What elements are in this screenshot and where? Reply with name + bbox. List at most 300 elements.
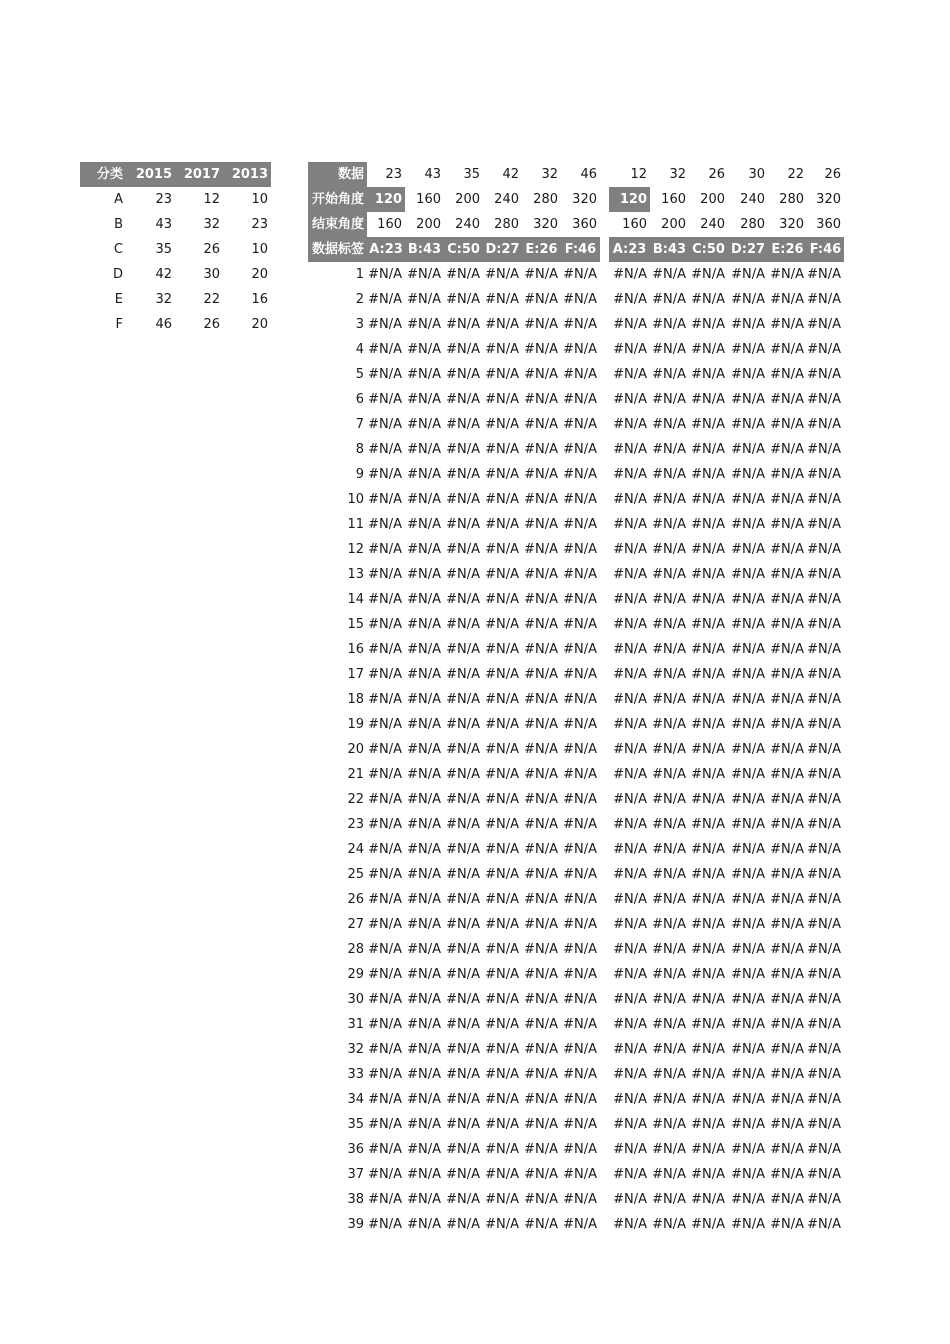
block2-na-cell[interactable]: #N/A [731,567,765,582]
block2-na-cell[interactable]: #N/A [731,442,765,457]
block2-start-angle-cell[interactable]: 200 [700,192,725,207]
block2-na-cell[interactable]: #N/A [807,617,841,632]
block2-na-cell[interactable]: #N/A [731,892,765,907]
block1-na-cell[interactable]: #N/A [485,317,519,332]
block2-na-cell[interactable]: #N/A [691,1067,725,1082]
block1-na-cell[interactable]: #N/A [446,467,480,482]
block2-na-cell[interactable]: #N/A [652,467,686,482]
block1-na-cell[interactable]: #N/A [446,1042,480,1057]
block1-na-cell[interactable]: #N/A [485,367,519,382]
block1-na-cell[interactable]: #N/A [524,317,558,332]
block1-na-cell[interactable]: #N/A [368,442,402,457]
block1-na-cell[interactable]: #N/A [368,542,402,557]
block1-na-cell[interactable]: #N/A [524,1142,558,1157]
block2-na-cell[interactable]: #N/A [613,392,647,407]
block2-na-cell[interactable]: #N/A [731,692,765,707]
block2-na-cell[interactable]: #N/A [691,517,725,532]
block2-na-cell[interactable]: #N/A [691,292,725,307]
block1-na-cell[interactable]: #N/A [563,817,597,832]
block2-na-cell[interactable]: #N/A [807,592,841,607]
block2-na-cell[interactable]: #N/A [770,992,804,1007]
block2-na-cell[interactable]: #N/A [691,692,725,707]
block2-na-cell[interactable]: #N/A [770,1042,804,1057]
block1-na-cell[interactable]: #N/A [407,842,441,857]
block1-na-cell[interactable]: #N/A [485,717,519,732]
block2-na-cell[interactable]: #N/A [731,1092,765,1107]
block1-na-cell[interactable]: #N/A [446,1067,480,1082]
block2-na-cell[interactable]: #N/A [613,342,647,357]
block2-na-cell[interactable]: #N/A [807,542,841,557]
block2-na-cell[interactable]: #N/A [652,942,686,957]
block2-start-angle-cell[interactable]: 280 [779,192,804,207]
left-table-cell[interactable]: 35 [155,242,172,257]
block1-na-cell[interactable]: #N/A [485,1067,519,1082]
block1-na-cell[interactable]: #N/A [368,667,402,682]
block1-na-cell[interactable]: #N/A [446,817,480,832]
left-table-cell[interactable]: A [114,192,123,207]
block1-na-cell[interactable]: #N/A [485,692,519,707]
block1-na-cell[interactable]: #N/A [485,1192,519,1207]
block1-na-cell[interactable]: #N/A [368,1067,402,1082]
block1-data-label-cell[interactable]: C:50 [444,237,483,262]
block1-na-cell[interactable]: #N/A [485,292,519,307]
block1-na-cell[interactable]: #N/A [368,467,402,482]
block2-na-cell[interactable]: #N/A [652,392,686,407]
block1-data-label-cell[interactable]: E:26 [522,237,561,262]
block2-na-cell[interactable]: #N/A [691,1142,725,1157]
block1-na-cell[interactable]: #N/A [407,1167,441,1182]
block1-na-cell[interactable]: #N/A [407,767,441,782]
block1-end-angle-cell[interactable]: 160 [377,217,402,232]
block2-na-cell[interactable]: #N/A [613,1017,647,1032]
block1-na-cell[interactable]: #N/A [524,717,558,732]
block1-na-cell[interactable]: #N/A [446,492,480,507]
block2-data-label-cell[interactable]: C:50 [689,237,728,262]
row-label-end-angle[interactable]: 结束角度 [308,212,367,237]
block2-na-cell[interactable]: #N/A [807,642,841,657]
block1-na-cell[interactable]: #N/A [524,967,558,982]
block2-na-cell[interactable]: #N/A [691,617,725,632]
block1-na-cell[interactable]: #N/A [446,742,480,757]
left-table-cell[interactable]: D [112,267,123,282]
block1-na-cell[interactable]: #N/A [524,492,558,507]
left-table-cell[interactable]: 26 [203,242,220,257]
block2-data-label-cell[interactable]: A:23 [609,237,650,262]
block2-na-cell[interactable]: #N/A [691,1167,725,1182]
block1-na-cell[interactable]: #N/A [446,292,480,307]
block2-data-cell[interactable]: 12 [630,167,647,182]
block1-na-cell[interactable]: #N/A [446,317,480,332]
block1-na-cell[interactable]: #N/A [563,1192,597,1207]
row-number-cell[interactable]: 30 [347,992,364,1007]
left-table-cell[interactable]: 22 [203,292,220,307]
row-number-cell[interactable]: 16 [347,642,364,657]
block1-na-cell[interactable]: #N/A [563,317,597,332]
block2-end-angle-cell[interactable]: 280 [740,217,765,232]
block2-na-cell[interactable]: #N/A [770,1142,804,1157]
block2-na-cell[interactable]: #N/A [770,467,804,482]
block1-na-cell[interactable]: #N/A [446,692,480,707]
block2-na-cell[interactable]: #N/A [731,592,765,607]
left-table-cell[interactable]: 26 [203,317,220,332]
block1-na-cell[interactable]: #N/A [524,992,558,1007]
block2-na-cell[interactable]: #N/A [807,492,841,507]
block2-na-cell[interactable]: #N/A [613,267,647,282]
block1-na-cell[interactable]: #N/A [485,1117,519,1132]
block1-na-cell[interactable]: #N/A [368,742,402,757]
block2-na-cell[interactable]: #N/A [807,442,841,457]
block1-na-cell[interactable]: #N/A [368,1092,402,1107]
block2-na-cell[interactable]: #N/A [613,567,647,582]
block2-na-cell[interactable]: #N/A [691,1192,725,1207]
block2-na-cell[interactable]: #N/A [652,617,686,632]
block2-data-cell[interactable]: 30 [748,167,765,182]
row-number-cell[interactable]: 15 [347,617,364,632]
block2-na-cell[interactable]: #N/A [731,942,765,957]
block2-na-cell[interactable]: #N/A [613,542,647,557]
block1-na-cell[interactable]: #N/A [407,542,441,557]
block2-na-cell[interactable]: #N/A [731,492,765,507]
block1-na-cell[interactable]: #N/A [524,1167,558,1182]
block2-end-angle-cell[interactable]: 360 [816,217,841,232]
block1-na-cell[interactable]: #N/A [407,817,441,832]
block2-na-cell[interactable]: #N/A [807,342,841,357]
block2-na-cell[interactable]: #N/A [770,1192,804,1207]
block1-na-cell[interactable]: #N/A [407,617,441,632]
block1-na-cell[interactable]: #N/A [485,542,519,557]
block2-na-cell[interactable]: #N/A [731,817,765,832]
block1-na-cell[interactable]: #N/A [407,667,441,682]
block2-na-cell[interactable]: #N/A [807,1192,841,1207]
left-table-cell[interactable]: 20 [251,317,268,332]
left-table-cell[interactable]: 23 [155,192,172,207]
block2-na-cell[interactable]: #N/A [770,1167,804,1182]
block2-end-angle-cell[interactable]: 240 [700,217,725,232]
block1-na-cell[interactable]: #N/A [446,1142,480,1157]
block2-na-cell[interactable]: #N/A [807,1142,841,1157]
block1-na-cell[interactable]: #N/A [485,1042,519,1057]
block1-na-cell[interactable]: #N/A [446,842,480,857]
block1-na-cell[interactable]: #N/A [407,692,441,707]
block1-na-cell[interactable]: #N/A [485,1017,519,1032]
block2-na-cell[interactable]: #N/A [770,567,804,582]
block2-na-cell[interactable]: #N/A [807,1092,841,1107]
block1-na-cell[interactable]: #N/A [563,517,597,532]
block2-na-cell[interactable]: #N/A [731,767,765,782]
block2-na-cell[interactable]: #N/A [770,942,804,957]
block2-data-cell[interactable]: 22 [787,167,804,182]
block1-na-cell[interactable]: #N/A [524,817,558,832]
row-number-cell[interactable]: 37 [347,1167,364,1182]
block1-na-cell[interactable]: #N/A [563,767,597,782]
block2-na-cell[interactable]: #N/A [731,967,765,982]
block2-na-cell[interactable]: #N/A [652,1092,686,1107]
block2-na-cell[interactable]: #N/A [731,867,765,882]
block1-na-cell[interactable]: #N/A [524,392,558,407]
block2-na-cell[interactable]: #N/A [691,442,725,457]
block2-na-cell[interactable]: #N/A [770,1092,804,1107]
block2-na-cell[interactable]: #N/A [691,792,725,807]
block1-na-cell[interactable]: #N/A [368,967,402,982]
block2-na-cell[interactable]: #N/A [613,1142,647,1157]
block2-na-cell[interactable]: #N/A [770,692,804,707]
block1-na-cell[interactable]: #N/A [446,567,480,582]
block2-na-cell[interactable]: #N/A [731,742,765,757]
block1-data-cell[interactable]: 42 [502,167,519,182]
block2-na-cell[interactable]: #N/A [807,742,841,757]
block2-na-cell[interactable]: #N/A [691,367,725,382]
block1-na-cell[interactable]: #N/A [446,867,480,882]
block2-na-cell[interactable]: #N/A [652,792,686,807]
block2-data-cell[interactable]: 26 [708,167,725,182]
block2-na-cell[interactable]: #N/A [613,467,647,482]
block2-na-cell[interactable]: #N/A [652,667,686,682]
block1-na-cell[interactable]: #N/A [446,542,480,557]
left-table-cell[interactable]: 42 [155,267,172,282]
block1-na-cell[interactable]: #N/A [563,1067,597,1082]
block2-na-cell[interactable]: #N/A [770,492,804,507]
block1-start-angle-cell[interactable]: 120 [367,187,405,212]
block1-na-cell[interactable]: #N/A [446,367,480,382]
block2-na-cell[interactable]: #N/A [652,742,686,757]
block1-na-cell[interactable]: #N/A [524,267,558,282]
block1-na-cell[interactable]: #N/A [407,392,441,407]
block2-na-cell[interactable]: #N/A [652,1042,686,1057]
block1-na-cell[interactable]: #N/A [485,1167,519,1182]
block1-na-cell[interactable]: #N/A [407,717,441,732]
block2-na-cell[interactable]: #N/A [807,942,841,957]
block2-na-cell[interactable]: #N/A [770,642,804,657]
block2-na-cell[interactable]: #N/A [691,267,725,282]
block2-na-cell[interactable]: #N/A [691,392,725,407]
block2-na-cell[interactable]: #N/A [807,817,841,832]
row-number-cell[interactable]: 7 [355,417,364,432]
block2-na-cell[interactable]: #N/A [691,842,725,857]
block2-na-cell[interactable]: #N/A [770,742,804,757]
block2-na-cell[interactable]: #N/A [731,1067,765,1082]
block2-na-cell[interactable]: #N/A [731,317,765,332]
block2-na-cell[interactable]: #N/A [770,542,804,557]
block1-na-cell[interactable]: #N/A [524,542,558,557]
block2-data-label-cell[interactable]: F:46 [807,237,844,262]
block2-na-cell[interactable]: #N/A [731,1217,765,1232]
row-number-cell[interactable]: 11 [347,517,364,532]
block1-na-cell[interactable]: #N/A [563,792,597,807]
block2-na-cell[interactable]: #N/A [613,692,647,707]
left-table-cell[interactable]: 30 [203,267,220,282]
block1-na-cell[interactable]: #N/A [368,892,402,907]
block2-na-cell[interactable]: #N/A [613,1192,647,1207]
row-label-data[interactable]: 数据 [308,162,367,187]
block2-na-cell[interactable]: #N/A [731,667,765,682]
block2-na-cell[interactable]: #N/A [613,317,647,332]
block2-na-cell[interactable]: #N/A [691,342,725,357]
block2-na-cell[interactable]: #N/A [807,1042,841,1057]
block1-na-cell[interactable]: #N/A [524,1017,558,1032]
block1-na-cell[interactable]: #N/A [446,667,480,682]
block1-na-cell[interactable]: #N/A [407,592,441,607]
block1-end-angle-cell[interactable]: 200 [416,217,441,232]
block1-na-cell[interactable]: #N/A [563,292,597,307]
block2-na-cell[interactable]: #N/A [770,717,804,732]
block1-na-cell[interactable]: #N/A [524,1117,558,1132]
block2-na-cell[interactable]: #N/A [652,267,686,282]
block1-na-cell[interactable]: #N/A [368,267,402,282]
block2-data-cell[interactable]: 32 [669,167,686,182]
block2-data-label-cell[interactable]: E:26 [768,237,807,262]
block1-na-cell[interactable]: #N/A [563,442,597,457]
block1-na-cell[interactable]: #N/A [368,1217,402,1232]
block2-na-cell[interactable]: #N/A [613,292,647,307]
block2-na-cell[interactable]: #N/A [731,1192,765,1207]
block1-na-cell[interactable]: #N/A [563,492,597,507]
block2-na-cell[interactable]: #N/A [652,842,686,857]
block2-na-cell[interactable]: #N/A [807,717,841,732]
block1-na-cell[interactable]: #N/A [446,717,480,732]
block1-na-cell[interactable]: #N/A [407,1217,441,1232]
block2-na-cell[interactable]: #N/A [731,1117,765,1132]
block2-na-cell[interactable]: #N/A [770,267,804,282]
block2-na-cell[interactable]: #N/A [731,467,765,482]
row-number-cell[interactable]: 33 [347,1067,364,1082]
block2-na-cell[interactable]: #N/A [731,1017,765,1032]
block1-na-cell[interactable]: #N/A [368,1042,402,1057]
block1-na-cell[interactable]: #N/A [563,1167,597,1182]
block1-na-cell[interactable]: #N/A [524,942,558,957]
block2-na-cell[interactable]: #N/A [770,392,804,407]
block1-data-label-cell[interactable]: F:46 [561,237,600,262]
block1-end-angle-cell[interactable]: 240 [455,217,480,232]
block1-na-cell[interactable]: #N/A [368,767,402,782]
block2-na-cell[interactable]: #N/A [770,917,804,932]
block1-na-cell[interactable]: #N/A [524,1217,558,1232]
row-number-cell[interactable]: 12 [347,542,364,557]
block2-na-cell[interactable]: #N/A [691,1217,725,1232]
left-table-cell[interactable]: 46 [155,317,172,332]
block2-na-cell[interactable]: #N/A [691,567,725,582]
block1-na-cell[interactable]: #N/A [407,1117,441,1132]
block1-na-cell[interactable]: #N/A [485,467,519,482]
left-table-cell[interactable]: 12 [203,192,220,207]
block1-na-cell[interactable]: #N/A [563,942,597,957]
block2-na-cell[interactable]: #N/A [613,667,647,682]
block1-na-cell[interactable]: #N/A [485,442,519,457]
left-table-cell[interactable]: C [113,242,123,257]
block2-na-cell[interactable]: #N/A [652,1167,686,1182]
block2-na-cell[interactable]: #N/A [652,292,686,307]
row-number-cell[interactable]: 27 [347,917,364,932]
block1-na-cell[interactable]: #N/A [407,1042,441,1057]
block1-na-cell[interactable]: #N/A [524,642,558,657]
left-table-cell[interactable]: B [114,217,123,232]
row-number-cell[interactable]: 17 [347,667,364,682]
block1-na-cell[interactable]: #N/A [368,842,402,857]
block1-na-cell[interactable]: #N/A [368,917,402,932]
block1-na-cell[interactable]: #N/A [485,592,519,607]
block1-start-angle-cell[interactable]: 240 [494,192,519,207]
block2-na-cell[interactable]: #N/A [691,1092,725,1107]
block2-na-cell[interactable]: #N/A [731,842,765,857]
block1-na-cell[interactable]: #N/A [446,442,480,457]
block2-na-cell[interactable]: #N/A [807,417,841,432]
block2-na-cell[interactable]: #N/A [652,517,686,532]
left-table-cell[interactable]: 10 [251,242,268,257]
block2-na-cell[interactable]: #N/A [691,892,725,907]
block2-na-cell[interactable]: #N/A [613,517,647,532]
block1-na-cell[interactable]: #N/A [446,617,480,632]
block1-na-cell[interactable]: #N/A [407,492,441,507]
block2-na-cell[interactable]: #N/A [691,1017,725,1032]
left-table-cell[interactable]: 20 [251,267,268,282]
block2-na-cell[interactable]: #N/A [731,292,765,307]
block2-na-cell[interactable]: #N/A [652,1017,686,1032]
block2-na-cell[interactable]: #N/A [770,367,804,382]
block1-na-cell[interactable]: #N/A [368,367,402,382]
block2-na-cell[interactable]: #N/A [613,492,647,507]
block1-na-cell[interactable]: #N/A [485,1092,519,1107]
block1-na-cell[interactable]: #N/A [485,642,519,657]
block1-na-cell[interactable]: #N/A [368,392,402,407]
row-number-cell[interactable]: 10 [347,492,364,507]
block2-na-cell[interactable]: #N/A [613,592,647,607]
block1-na-cell[interactable]: #N/A [368,292,402,307]
block1-na-cell[interactable]: #N/A [446,517,480,532]
block2-na-cell[interactable]: #N/A [807,517,841,532]
block1-na-cell[interactable]: #N/A [563,1142,597,1157]
block1-na-cell[interactable]: #N/A [485,567,519,582]
block1-na-cell[interactable]: #N/A [407,992,441,1007]
left-table-header-cell[interactable]: 2017 [175,162,223,187]
block1-na-cell[interactable]: #N/A [368,417,402,432]
block1-na-cell[interactable]: #N/A [407,367,441,382]
block2-na-cell[interactable]: #N/A [613,992,647,1007]
block2-na-cell[interactable]: #N/A [613,367,647,382]
block1-na-cell[interactable]: #N/A [407,1142,441,1157]
block2-na-cell[interactable]: #N/A [731,1167,765,1182]
block2-na-cell[interactable]: #N/A [807,892,841,907]
row-number-cell[interactable]: 22 [347,792,364,807]
block2-na-cell[interactable]: #N/A [613,867,647,882]
block1-na-cell[interactable]: #N/A [407,292,441,307]
block2-na-cell[interactable]: #N/A [691,542,725,557]
row-label-start-angle[interactable]: 开始角度 [308,187,367,212]
block2-start-angle-cell[interactable]: 240 [740,192,765,207]
block1-na-cell[interactable]: #N/A [485,667,519,682]
block1-na-cell[interactable]: #N/A [485,742,519,757]
block2-na-cell[interactable]: #N/A [807,1067,841,1082]
block1-na-cell[interactable]: #N/A [368,1192,402,1207]
row-number-cell[interactable]: 9 [355,467,364,482]
block1-end-angle-cell[interactable]: 320 [533,217,558,232]
row-number-cell[interactable]: 29 [347,967,364,982]
block2-na-cell[interactable]: #N/A [691,317,725,332]
block1-na-cell[interactable]: #N/A [563,692,597,707]
block1-na-cell[interactable]: #N/A [368,517,402,532]
block2-na-cell[interactable]: #N/A [807,692,841,707]
block2-na-cell[interactable]: #N/A [613,917,647,932]
block1-data-label-cell[interactable]: D:27 [483,237,522,262]
block2-na-cell[interactable]: #N/A [807,967,841,982]
block2-na-cell[interactable]: #N/A [652,817,686,832]
block1-na-cell[interactable]: #N/A [446,417,480,432]
block1-data-cell[interactable]: 43 [424,167,441,182]
block1-na-cell[interactable]: #N/A [563,417,597,432]
block2-na-cell[interactable]: #N/A [807,267,841,282]
block2-na-cell[interactable]: #N/A [770,517,804,532]
row-number-cell[interactable]: 2 [355,292,364,307]
block1-na-cell[interactable]: #N/A [524,442,558,457]
block1-na-cell[interactable]: #N/A [485,992,519,1007]
